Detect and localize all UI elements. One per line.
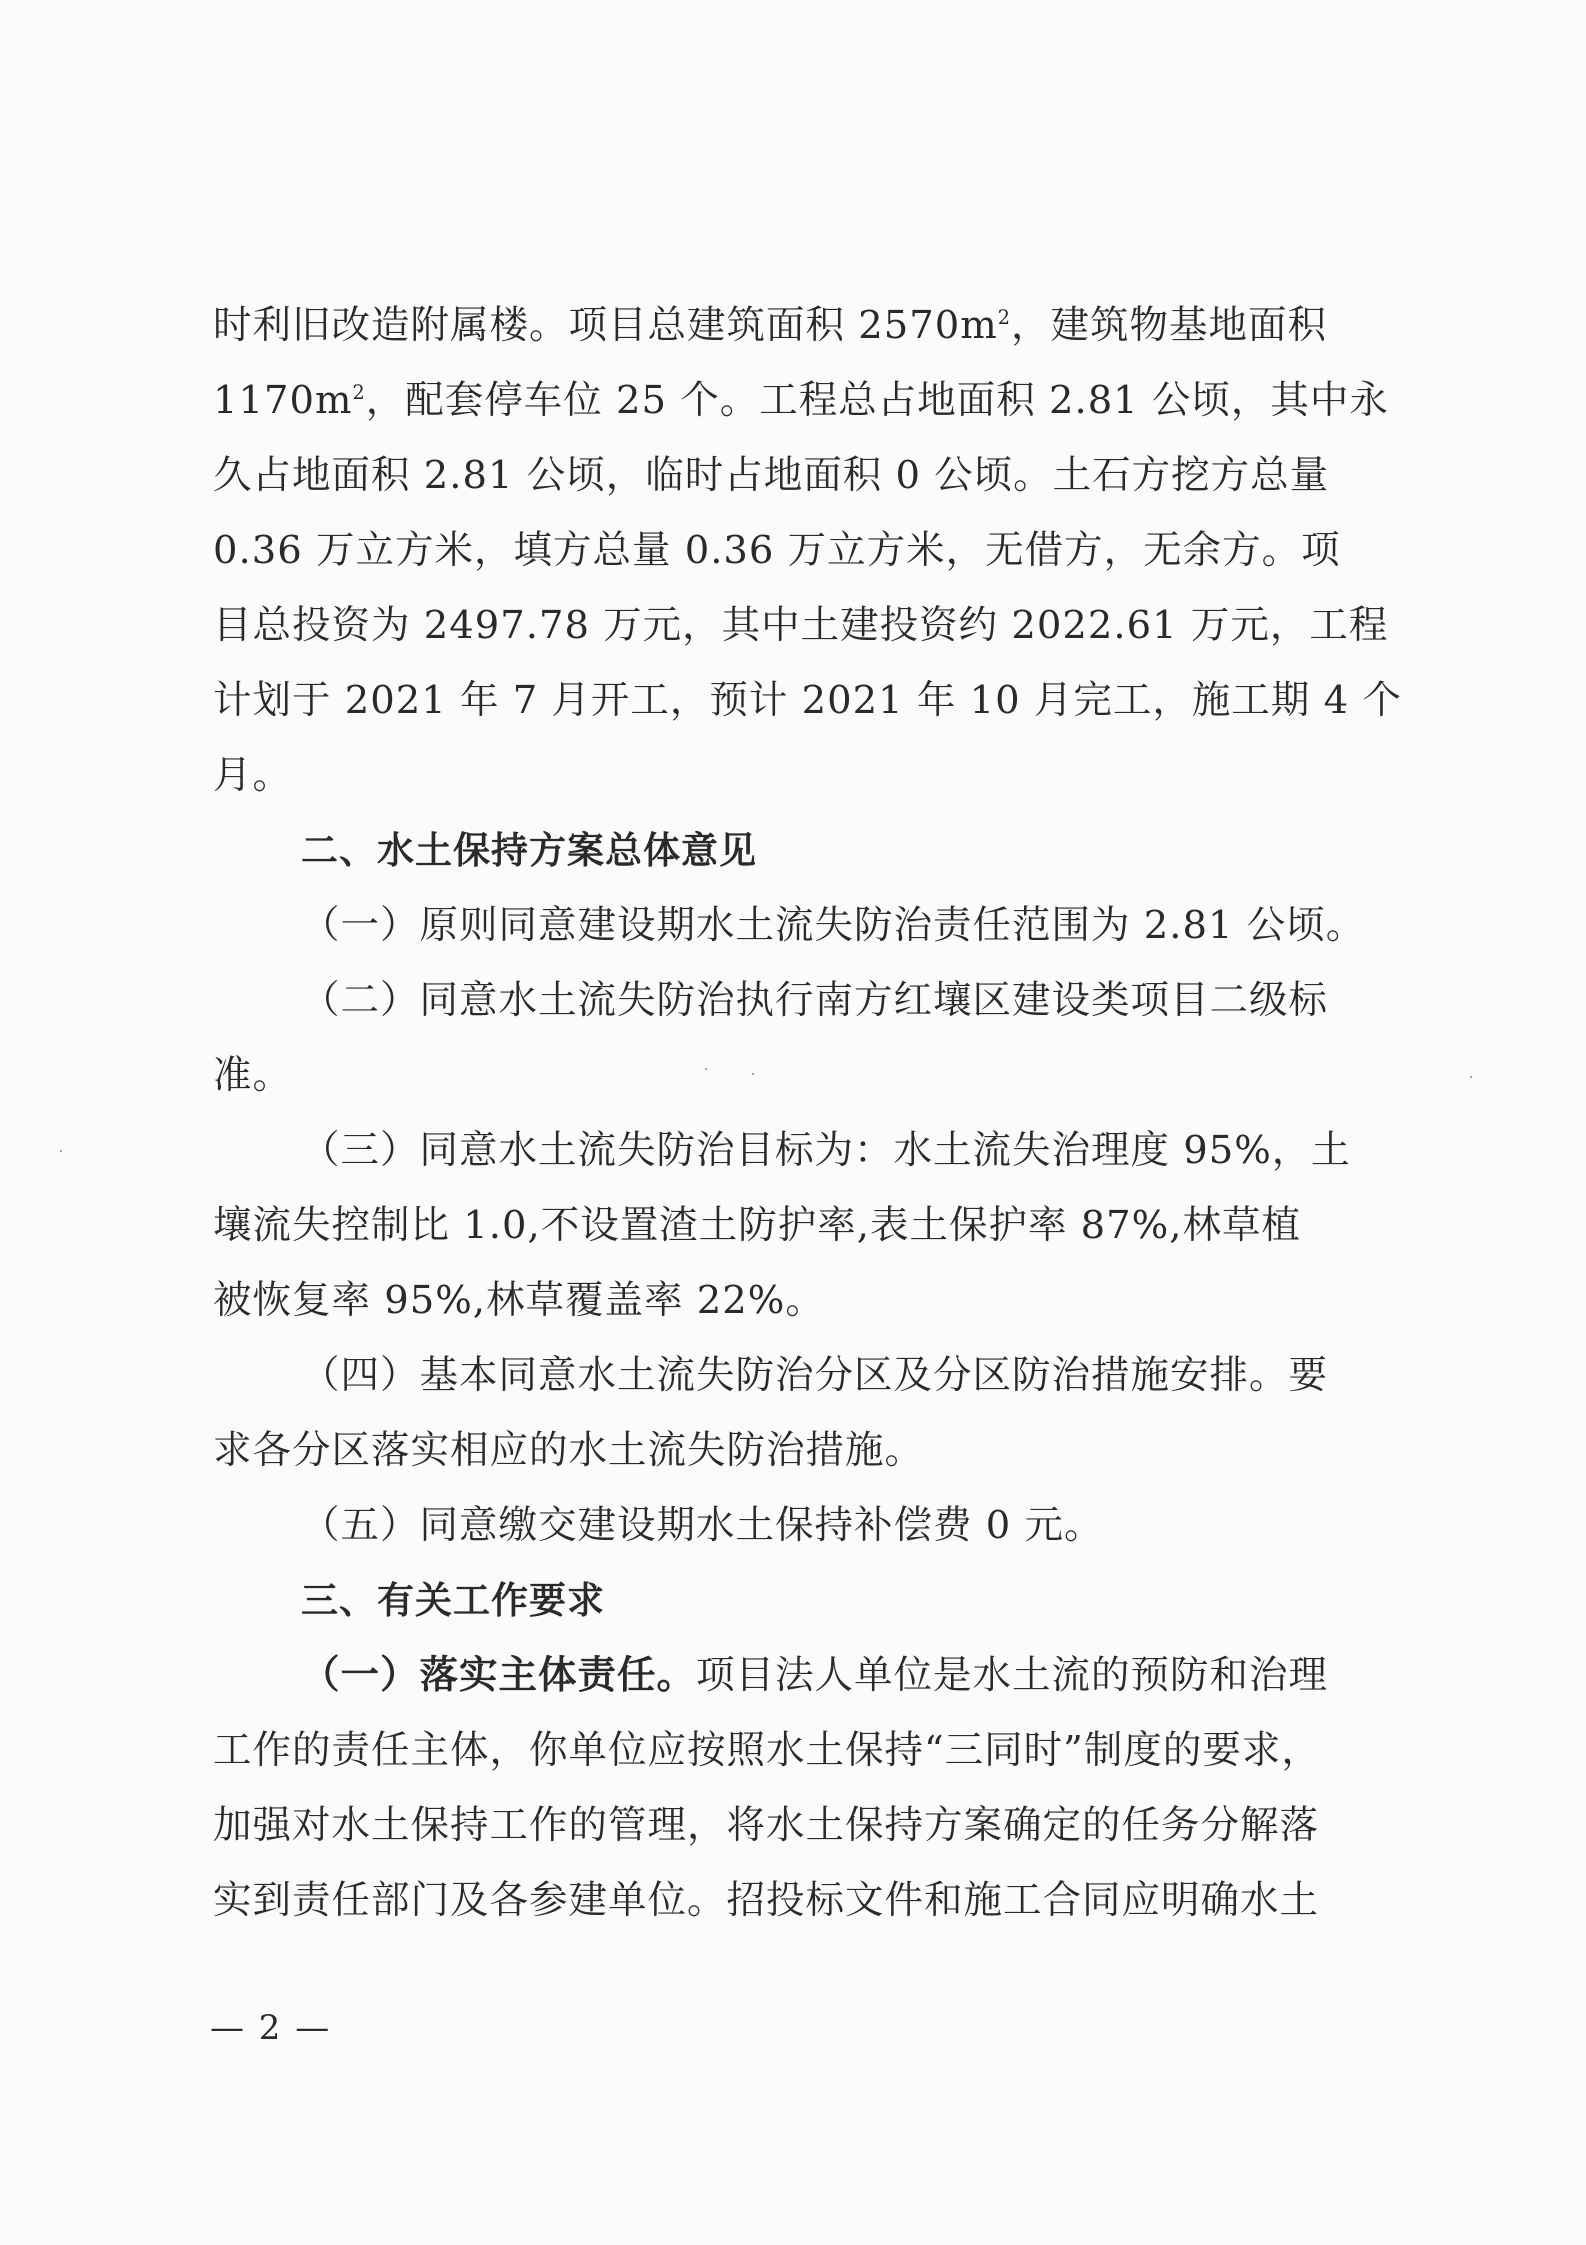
body-line: 久占地面积 2.81 公顷，临时占地面积 0 公顷。土石方挖方总量 bbox=[213, 453, 1330, 498]
section-heading: 二、水土保持方案总体意见 bbox=[301, 829, 757, 872]
body-line: 计划于 2021 年 7 月开工，预计 2021 年 10 月完工，施工期 4 个 bbox=[213, 678, 1402, 723]
item-text: 项目法人单位是水土流的预防和治理 bbox=[696, 1653, 1329, 1698]
body-line: 求各分区落实相应的水土流失防治措施。 bbox=[213, 1428, 925, 1473]
body-line: 准。 bbox=[213, 1053, 293, 1098]
scan-speck bbox=[1470, 1076, 1472, 1078]
list-item bbox=[213, 1638, 1373, 1713]
page-number: — 2 — bbox=[210, 2008, 332, 2048]
body-line: 时利旧改造附属楼。项目总建筑面积 $2570m^2$，建筑物基地面积 bbox=[213, 303, 1327, 348]
list-item: （五）同意缴交建设期水土保持补偿费 0 元。 bbox=[301, 1503, 1104, 1548]
body-line: 0.36 万立方米，填方总量 0.36 万立方米，无借方，无余方。项 bbox=[213, 528, 1341, 573]
item-lead: （一）落实主体责任。 bbox=[301, 1653, 697, 1698]
list-item: （二）同意水土流失防治执行南方红壤区建设类项目二级标 bbox=[301, 978, 1329, 1023]
body-line: 实到责任部门及各参建单位。招投标文件和施工合同应明确水土 bbox=[213, 1878, 1320, 1923]
list-item: （三）同意水土流失防治目标为：水土流失治理度 95%，土 bbox=[301, 1128, 1351, 1173]
body-line: $1170m^2$，配套停车位 25 个。工程总占地面积 2.81 公顷，其中永 bbox=[213, 378, 1389, 423]
body-line: 月。 bbox=[213, 753, 293, 798]
scan-speck bbox=[60, 1150, 62, 1152]
body-line: 壤流失控制比 1.0,不设置渣土防护率,表土保护率 87%,林草植 bbox=[213, 1203, 1301, 1248]
section-heading: 三、有关工作要求 bbox=[301, 1579, 605, 1622]
body-line: 加强对水土保持工作的管理，将水土保持方案确定的任务分解落 bbox=[213, 1803, 1320, 1848]
body-line: 工作的责任主体，你单位应按照水土保持“三同时”制度的要求， bbox=[213, 1728, 1321, 1773]
list-item: （四）基本同意水土流失防治分区及分区防治措施安排。要 bbox=[301, 1353, 1329, 1398]
body-line: 目总投资为 2497.78 万元，其中土建投资约 2022.61 万元，工程 bbox=[213, 603, 1389, 648]
scan-speck bbox=[705, 1068, 707, 1070]
document-body bbox=[213, 288, 1402, 1938]
body-line: 被恢复率 95%,林草覆盖率 22%。 bbox=[213, 1278, 825, 1323]
scan-speck bbox=[752, 1073, 754, 1075]
list-item: （一）原则同意建设期水土流失防治责任范围为 2.81 公顷。 bbox=[301, 903, 1366, 948]
